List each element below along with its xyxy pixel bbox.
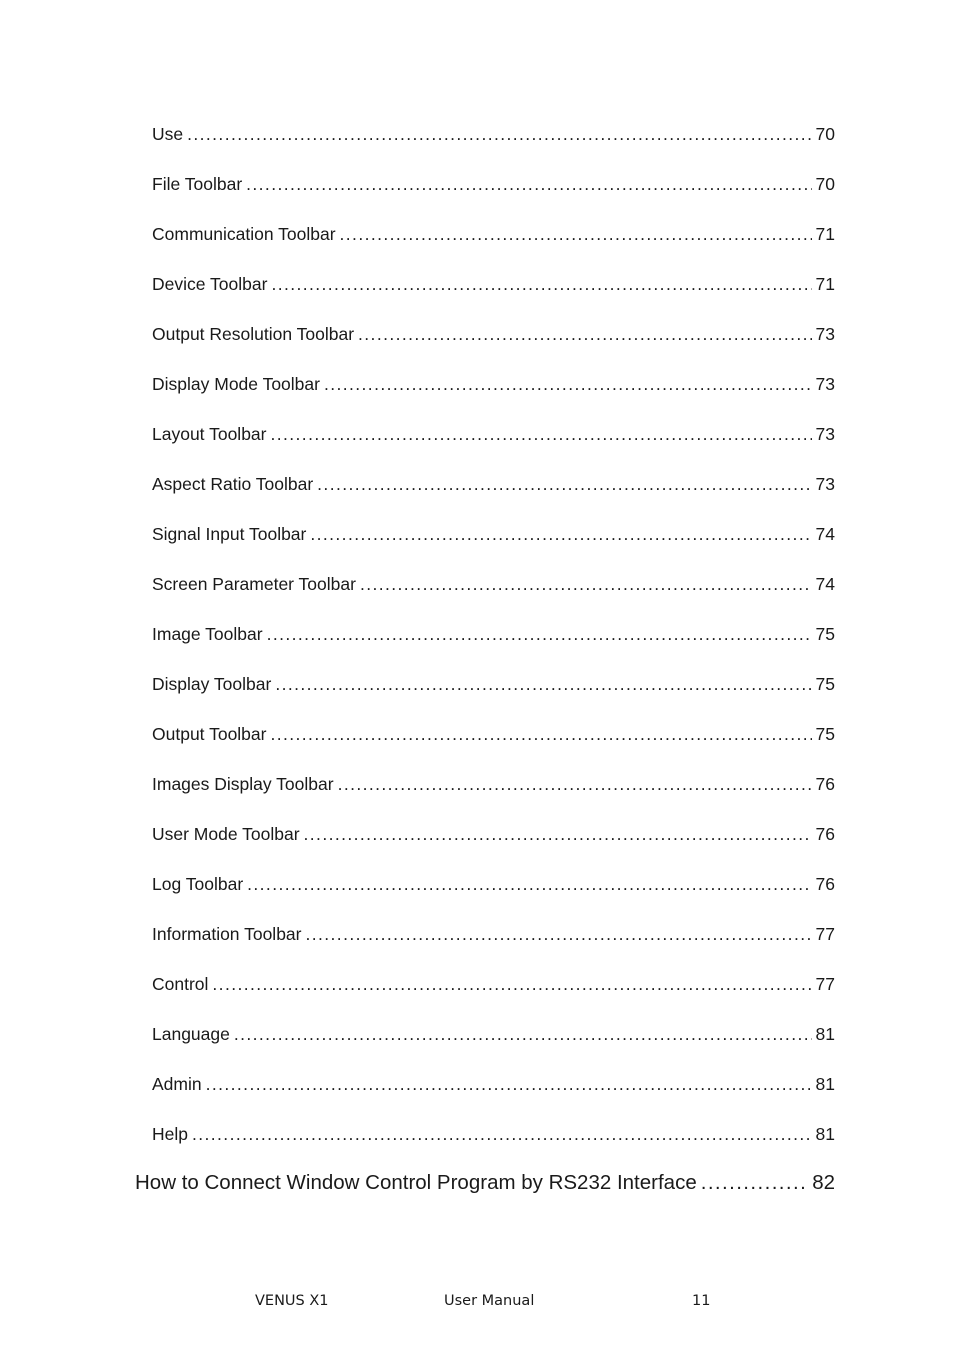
toc-entry-page: 73 <box>815 424 835 444</box>
toc-entry[interactable] <box>152 1021 835 1047</box>
toc-entry-page: 75 <box>815 674 835 694</box>
toc-entry[interactable] <box>152 121 835 147</box>
toc-dot-leader <box>271 271 811 297</box>
toc-entry-page: 74 <box>815 524 835 544</box>
toc-entry[interactable] <box>152 821 835 847</box>
toc-entry-title: Image Toolbar <box>152 624 263 644</box>
toc-entry[interactable] <box>152 871 835 897</box>
toc-dot-leader <box>247 871 811 897</box>
toc-entry-title: Language <box>152 1024 230 1044</box>
toc-dot-leader <box>234 1021 812 1047</box>
toc-entry-page: 71 <box>815 274 835 294</box>
toc-dot-leader <box>317 471 811 497</box>
toc-dot-leader <box>304 821 812 847</box>
toc-main-entry-page: 82 <box>812 1171 835 1194</box>
toc-dot-leader <box>310 521 811 547</box>
toc-entry-page: 70 <box>815 124 835 144</box>
toc-entry-title: Aspect Ratio Toolbar <box>152 474 314 494</box>
toc-entry-title: Signal Input Toolbar <box>152 524 307 544</box>
toc-dot-leader <box>701 1168 808 1198</box>
toc-entry-page: 73 <box>815 474 835 494</box>
toc-entry-page: 75 <box>815 724 835 744</box>
toc-entry-page: 76 <box>815 774 835 794</box>
toc-entry[interactable] <box>152 321 835 347</box>
toc-dot-leader <box>340 221 812 247</box>
toc-entry-page: 70 <box>815 174 835 194</box>
toc-entry-title: Device Toolbar <box>152 274 268 294</box>
toc-entry[interactable] <box>152 921 835 947</box>
toc-entry-page: 81 <box>815 1074 835 1094</box>
toc-entry-page: 73 <box>815 324 835 344</box>
toc-entry-page: 74 <box>815 574 835 594</box>
toc-entry[interactable] <box>152 171 835 197</box>
toc-entry[interactable] <box>152 621 835 647</box>
toc-entry-title: Control <box>152 974 209 994</box>
toc-entry-page: 75 <box>815 624 835 644</box>
toc-entry-title: Information Toolbar <box>152 924 302 944</box>
toc-dot-leader <box>206 1071 812 1097</box>
toc-dot-leader <box>212 971 811 997</box>
toc-entry-title: Output Resolution Toolbar <box>152 324 355 344</box>
toc-entry[interactable] <box>152 971 835 997</box>
footer-doc-type: User Manual <box>444 1293 535 1309</box>
toc-entry-page: 77 <box>815 924 835 944</box>
toc-entry[interactable] <box>152 1071 835 1097</box>
toc-dot-leader <box>360 571 812 597</box>
toc-entry-title: Output Toolbar <box>152 724 267 744</box>
toc-entry-page: 77 <box>815 974 835 994</box>
toc-entry[interactable] <box>152 671 835 697</box>
toc-dot-leader <box>324 371 812 397</box>
toc-entry-page: 76 <box>815 874 835 894</box>
toc-entry[interactable] <box>152 271 835 297</box>
toc-entry-page: 81 <box>815 1024 835 1044</box>
toc-entry-page: 73 <box>815 374 835 394</box>
toc-dot-leader <box>358 321 812 347</box>
toc-entry-page: 76 <box>815 824 835 844</box>
toc-dot-leader <box>275 671 811 697</box>
toc-main-entry-title: How to Connect Window Control Program by RS232 Interface <box>135 1171 697 1194</box>
toc-entry-title: File Toolbar <box>152 174 243 194</box>
toc-entry[interactable] <box>152 771 835 797</box>
toc-entry-title: Layout Toolbar <box>152 424 267 444</box>
toc-entry-title: Use <box>152 124 184 144</box>
toc-entry-page: 81 <box>815 1124 835 1144</box>
toc-entry-title: Screen Parameter Toolbar <box>152 574 356 594</box>
toc-dot-leader <box>187 121 811 147</box>
toc-entry-title: Help <box>152 1124 188 1144</box>
toc-dot-leader <box>338 771 812 797</box>
toc-dot-leader <box>306 921 812 947</box>
toc-entry-title: Images Display Toolbar <box>152 774 334 794</box>
toc-main-entry[interactable] <box>135 1168 835 1198</box>
toc-entry[interactable] <box>152 721 835 747</box>
toc-entry[interactable] <box>152 521 835 547</box>
toc-entry[interactable] <box>152 421 835 447</box>
toc-entry[interactable] <box>152 1121 835 1147</box>
toc-entry-title: Display Toolbar <box>152 674 272 694</box>
toc-dot-leader <box>270 721 811 747</box>
footer-product-name: VENUS X1 <box>255 1293 329 1309</box>
toc-entry-title: Display Mode Toolbar <box>152 374 320 394</box>
toc-entry[interactable] <box>152 571 835 597</box>
toc-entry[interactable] <box>152 471 835 497</box>
toc-dot-leader <box>271 421 812 447</box>
toc-dot-leader <box>246 171 811 197</box>
footer-page-number: 11 <box>692 1293 711 1309</box>
toc-entry-page: 71 <box>815 224 835 244</box>
toc-entry-title: Log Toolbar <box>152 874 244 894</box>
toc-dot-leader <box>192 1121 812 1147</box>
toc-entry-title: Admin <box>152 1074 202 1094</box>
toc-dot-leader <box>267 621 812 647</box>
toc-entry[interactable] <box>152 371 835 397</box>
toc-entry-title: Communication Toolbar <box>152 224 336 244</box>
toc-entry[interactable] <box>152 221 835 247</box>
toc-entry-title: User Mode Toolbar <box>152 824 300 844</box>
